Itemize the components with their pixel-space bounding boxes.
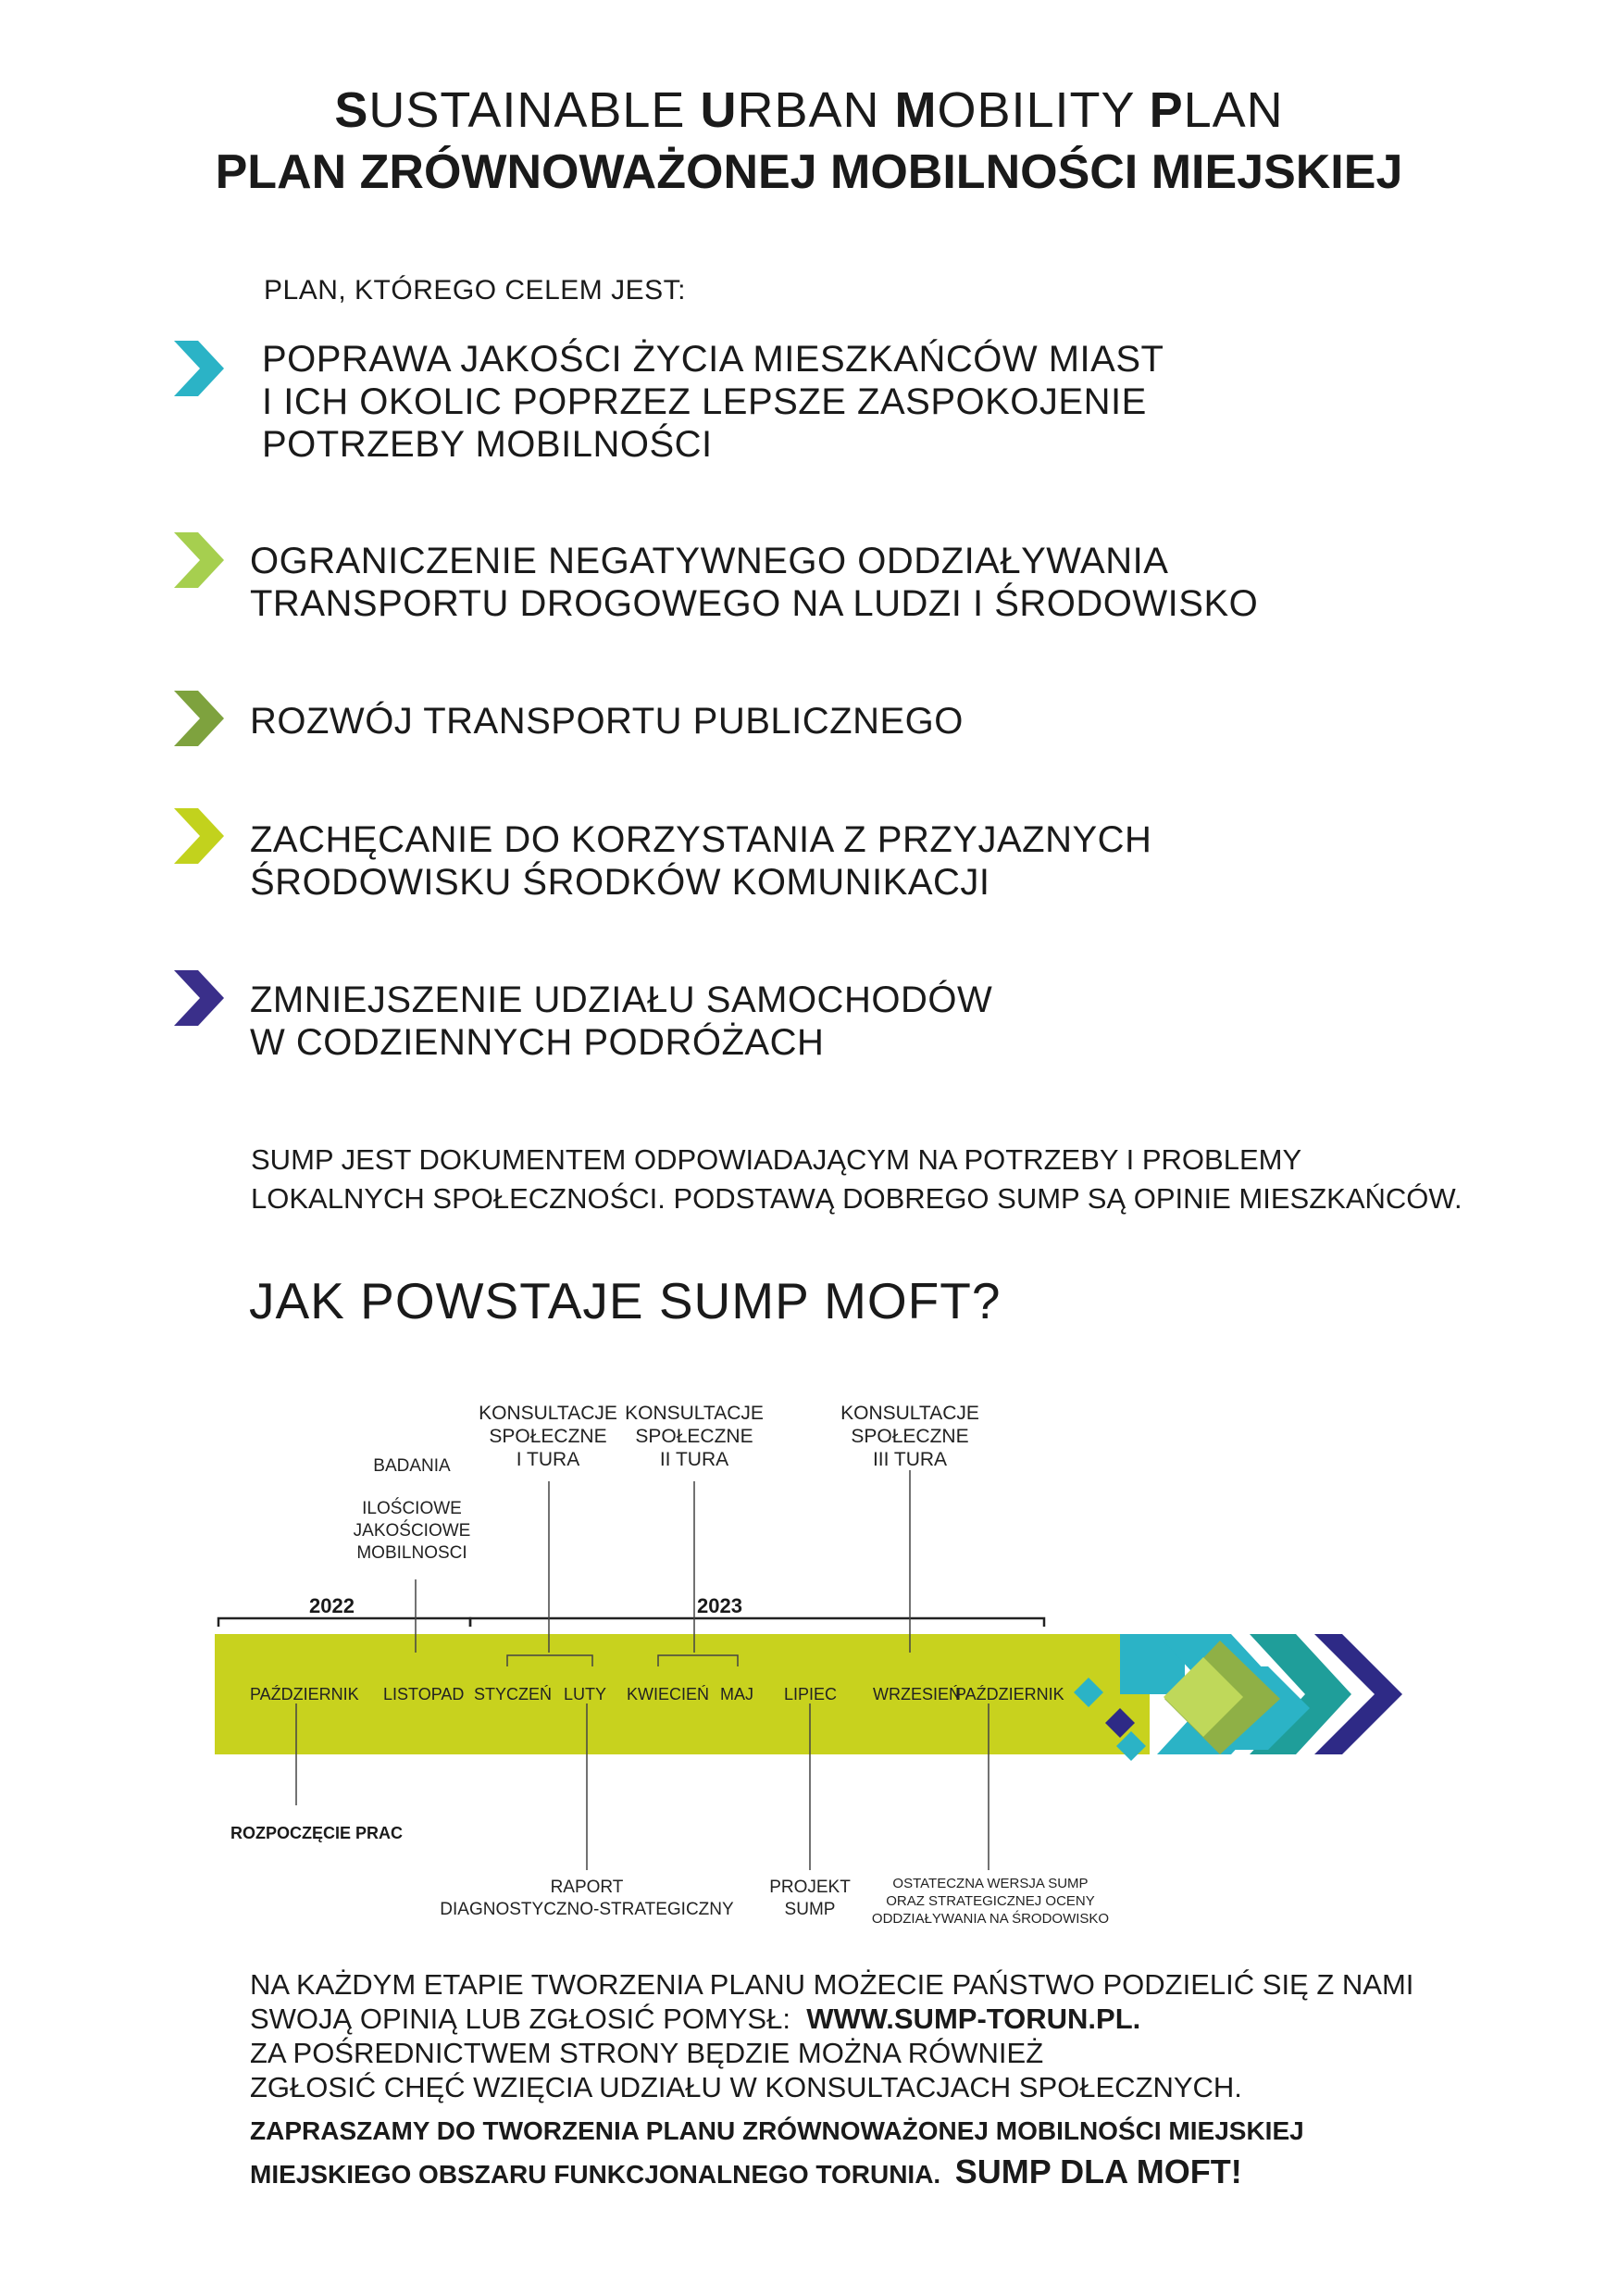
goal-2: [250, 540, 1258, 625]
goal-line: TRANSPORTU DROGOWEGO NA LUDZI I ŚRODOWISKO: [250, 583, 1259, 624]
footer-line: NA KAŻDYM ETAPIE TWORZENIA PLANU MOŻECIE PAŃSTWO PODZIELIĆ SIĘ Z NAMI: [250, 1968, 1414, 2001]
label-konsultacje-2: [620, 1402, 768, 1471]
goal-5: [250, 979, 992, 1064]
slogan: SUMP DLA MOFT: [954, 2152, 1231, 2190]
footer-line: ZA POŚREDNICTWEM STRONY BĘDZIE MOŻNA RÓWNIEŻ: [250, 2037, 1044, 2069]
goal-line: POPRAWA JAKOŚCI ŻYCIA MIESZKAŃCÓW MIAST: [262, 339, 1164, 380]
label-line: PROJEKT: [769, 1878, 851, 1897]
label-raport: [429, 1877, 744, 1921]
goal-line: I ICH OKOLIC POPRZEZ LEPSZE ZASPOKOJENIE: [262, 381, 1147, 422]
label-line: ORAZ STRATEGICZNEJ OCENY: [886, 1893, 1095, 1909]
goal-line: ZMNIEJSZENIE UDZIAŁU SAMOCHODÓW: [250, 980, 993, 1020]
chevron-shape: [174, 970, 224, 1026]
month-listopad: LISTOPAD: [383, 1685, 465, 1703]
goal-line: OGRANICZENIE NEGATYWNEGO ODDZIAŁYWANIA: [250, 541, 1169, 581]
footer-line: [250, 2002, 1413, 2036]
goal-4-chevron-icon: [167, 804, 231, 873]
month-pazdziernik-2022: PAŹDZIERNIK: [250, 1685, 359, 1703]
goal-1-chevron-icon: [167, 336, 231, 406]
intro-text: PLAN, KTÓREGO CELEM JEST:: [264, 275, 686, 306]
label-ostateczna-wersja: [861, 1875, 1120, 1928]
closing-line: [250, 2152, 1304, 2195]
title-word: OBILITY: [937, 82, 1150, 138]
title-initial: S: [334, 82, 369, 138]
label-konsultacje-1: [474, 1402, 622, 1471]
year-bracket-2023: [470, 1618, 1044, 1627]
label-projekt: [754, 1877, 865, 1921]
label-line: SPOŁECZNE: [489, 1426, 607, 1447]
sump-description-line: LOKALNYCH SPOŁECZNOŚCI. PODSTAWĄ DOBREGO SUMP SĄ OPINIE MIESZKAŃCÓW.: [251, 1182, 1462, 1215]
goal-4: [250, 818, 1151, 904]
label-line: RAPORT: [550, 1878, 624, 1897]
label-line: II TURA: [659, 1449, 729, 1470]
year-2022: 2022: [309, 1594, 355, 1617]
chevron-shape: [174, 808, 224, 864]
title-word: USTAINABLE: [368, 82, 701, 138]
label-line: KONSULTACJE: [840, 1403, 979, 1424]
title-word: LAN: [1183, 82, 1284, 138]
goal-line: ROZWÓJ TRANSPORTU PUBLICZNEGO: [250, 701, 964, 742]
chevron-shape: [174, 341, 224, 396]
title-initial: P: [1149, 82, 1184, 138]
label-line: DIAGNOSTYCZNO-STRATEGICZNY: [440, 1900, 734, 1919]
goal-1: [262, 338, 1164, 466]
goal-line: ZACHĘCANIE DO KORZYSTANIA Z PRZYJAZNYCH: [250, 819, 1152, 860]
month-luty: LUTY: [564, 1685, 607, 1703]
label-line: SPOŁECZNE: [635, 1426, 753, 1447]
month-wrzesien: WRZESIEŃ: [873, 1685, 962, 1703]
month-kwiecien: KWIECIEŃ: [627, 1685, 710, 1703]
label-line: SPOŁECZNE: [851, 1426, 969, 1447]
goal-line: POTRZEBY MOBILNOŚCI: [262, 424, 713, 465]
label-line: III TURA: [872, 1449, 948, 1470]
label-line: I TURA: [516, 1449, 580, 1470]
goal-3-chevron-icon: [167, 686, 231, 755]
year-bracket-2022: [218, 1618, 470, 1627]
timeline-heading: JAK POWSTAJE SUMP MOFT?: [249, 1272, 1002, 1329]
participation-info: [250, 1967, 1413, 2104]
goal-line: ŚRODOWISKU ŚRODKÓW KOMUNIKACJI: [250, 862, 990, 903]
sump-description: [251, 1141, 1462, 1218]
title-initial: U: [700, 82, 738, 138]
label-line: SUMP: [784, 1900, 836, 1919]
sump-description-line: SUMP JEST DOKUMENTEM ODPOWIADAJĄCYM NA POTRZEBY I PROBLEMY: [251, 1143, 1302, 1176]
label-badania-types: [342, 1498, 481, 1565]
label-rozpoczecie-prac: ROZPOCZĘCIE PRAC: [230, 1824, 404, 1842]
chevron-shape: [174, 532, 224, 588]
timeline-graphic: [0, 1389, 1618, 1953]
closing-line: ZAPRASZAMY DO TWORZENIA PLANU ZRÓWNOWAŻONEJ MOBILNOŚCI MIEJSKIEJ: [250, 2116, 1304, 2145]
website-link[interactable]: WWW.SUMP-TORUN.PL.: [806, 2003, 1141, 2035]
year-2023: 2023: [697, 1594, 742, 1617]
month-maj: MAJ: [720, 1685, 753, 1703]
footer-line: ZGŁOSIĆ CHĘĆ WZIĘCIA UDZIAŁU W KONSULTACJACH SPOŁECZNYCH.: [250, 2071, 1242, 2103]
goal-2-chevron-icon: [167, 528, 231, 597]
label-line: OSTATECZNA WERSJA SUMP: [892, 1876, 1089, 1891]
timeline: [0, 1389, 1618, 1953]
goal-line: W CODZIENNYCH PODRÓŻACH: [250, 1022, 825, 1063]
slogan-mark: !: [1230, 2152, 1242, 2190]
title-polish: PLAN ZRÓWNOWAŻONEJ MOBILNOŚCI MIEJSKIEJ: [215, 145, 1403, 199]
title-word: RBAN: [737, 82, 895, 138]
label-line: KONSULTACJE: [625, 1403, 764, 1424]
label-badania: BADANIA: [373, 1456, 451, 1476]
goal-3: [250, 700, 964, 742]
label-line: ODDZIAŁYWANIA NA ŚRODOWISKO: [871, 1911, 1110, 1927]
label-line: MOBILNOSCI: [356, 1543, 467, 1563]
month-pazdziernik-2023: PAŹDZIERNIK: [955, 1685, 1064, 1703]
goal-5-chevron-icon: [167, 966, 231, 1035]
title-english: [0, 82, 1618, 138]
closing-text: MIEJSKIEGO OBSZARU FUNKCJONALNEGO TORUNIA.: [250, 2160, 941, 2189]
label-line: KONSULTACJE: [479, 1403, 617, 1424]
footer-text: SWOJĄ OPINIĄ LUB ZGŁOSIĆ POMYSŁ:: [250, 2003, 790, 2035]
month-lipiec: LIPIEC: [784, 1685, 838, 1703]
month-styczen: STYCZEŃ: [474, 1685, 553, 1703]
label-konsultacje-3: [836, 1402, 984, 1471]
chevron-shape: [174, 691, 224, 746]
closing-invitation: [250, 2111, 1304, 2195]
title-initial: M: [894, 82, 938, 138]
label-line: JAKOŚCIOWE: [353, 1521, 471, 1541]
label-line: ILOŚCIOWE: [362, 1499, 462, 1518]
